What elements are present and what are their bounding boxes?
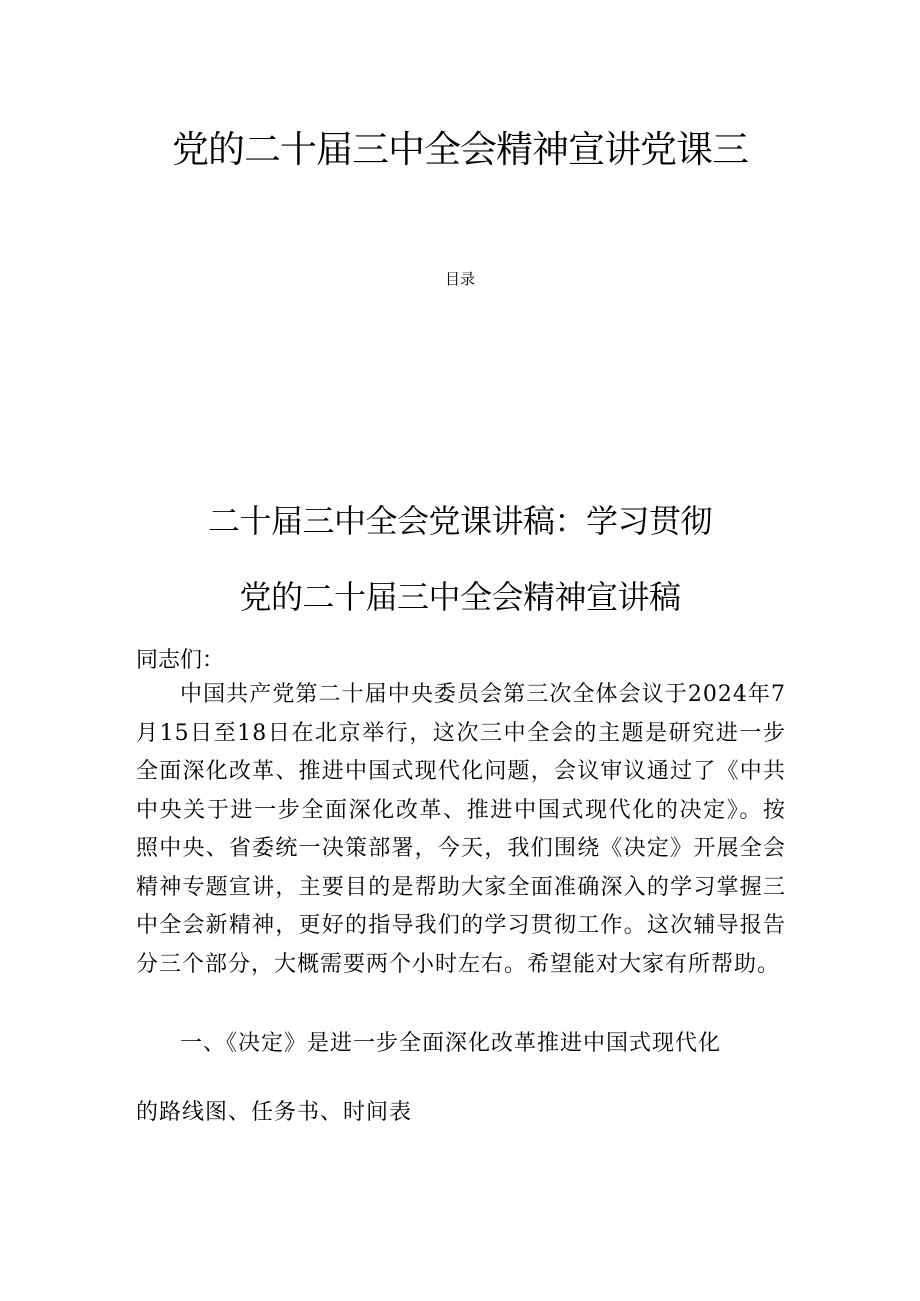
- heading-one-line-2: 的路线图、任务书、时间表: [136, 1100, 413, 1125]
- section-title-line-2: 党的二十届三中全会精神宣讲稿: [239, 578, 681, 616]
- document-title: 党的二十届三中全会精神宣讲党课三: [172, 128, 748, 171]
- heading-one-line-1: 一、《决定》是进一步全面深化改革推进中国式现代化: [180, 1031, 722, 1056]
- salutation: 同志们：: [136, 648, 225, 673]
- table-of-contents-label: 目录: [444, 270, 475, 288]
- body-paragraph: 中国共产党第二十届中央委员会第三次全体会议于2024年7月15日至18日在北京举行，这次三中全会的主题是研究进一步全面深化改革、推进中国式现代化问题，会议审议通过了《中共中央关于进一步全面深化改革、推进中国式现代化的决定》。按照中央、省委统一决策部署，今天，我们围绕《决定》开展全会精神专题宣讲，主要目的是帮助大家全面准确深入的学习掌握三中全会新精神，更好的指导我们的学习贯彻工作。这次辅导报告分三个部分，大概需要两个小时左右。希望能对大家有所帮助。: [136, 682, 786, 977]
- section-title-line-1: 二十届三中全会党课讲稿：学习贯彻: [207, 502, 712, 540]
